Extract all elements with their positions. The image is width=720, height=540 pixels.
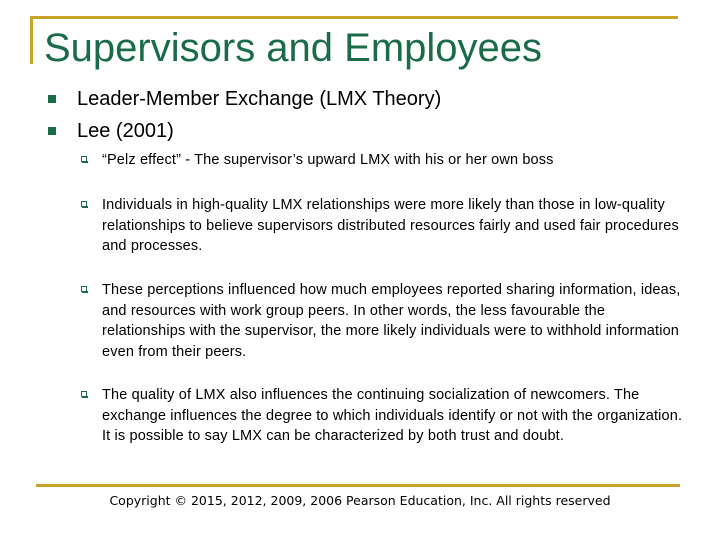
sub-bullet-item-perceptions (81, 280, 691, 362)
bullet-text: Lee (2001) (77, 120, 174, 142)
hollow-square-bullet-icon (81, 201, 87, 207)
footer-rule (36, 484, 680, 487)
sub-bullet-text: The quality of LMX also influences the continuing socialization of newcomers. The exchange influences the degree to which individuals identify or not with the organization. It is possible to say LMX can be characterized by both trust and doubt. (102, 387, 683, 444)
sub-bullet-item-socialization (81, 385, 691, 447)
sub-bullet-text: These perceptions influenced how much employees reported sharing information, ideas, and resources with work group peers. In other words, the less favourable the relationships with the supervisor, the more likely individuals were to withhold information even from their peers. (102, 282, 681, 360)
sub-bullet-text: Individuals in high-quality LMX relationships were more likely than those in low-quality relationships to believe supervisors distributed resources fairly and used fair procedures and processes. (102, 197, 679, 254)
sub-bullet-text: “Pelz effect” - The supervisor’s upward LMX with his or her own boss (102, 152, 554, 168)
title-frame-left-rule (30, 16, 33, 64)
sub-bullet-item-pelz-effect (81, 150, 691, 171)
hollow-square-bullet-icon (81, 156, 87, 162)
slide-title: Supervisors and Employees (44, 26, 543, 70)
copyright-footer: Copyright © 2015, 2012, 2009, 2006 Pearson Education, Inc. All rights reserved (109, 493, 611, 508)
bullet-text: Leader-Member Exchange (LMX Theory) (77, 88, 442, 110)
square-bullet-icon (48, 95, 56, 103)
hollow-square-bullet-icon (81, 391, 87, 397)
title-frame-top-rule (30, 16, 678, 19)
square-bullet-icon (48, 127, 56, 135)
hollow-square-bullet-icon (81, 286, 87, 292)
sub-bullet-item-high-quality-lmx (81, 195, 691, 257)
